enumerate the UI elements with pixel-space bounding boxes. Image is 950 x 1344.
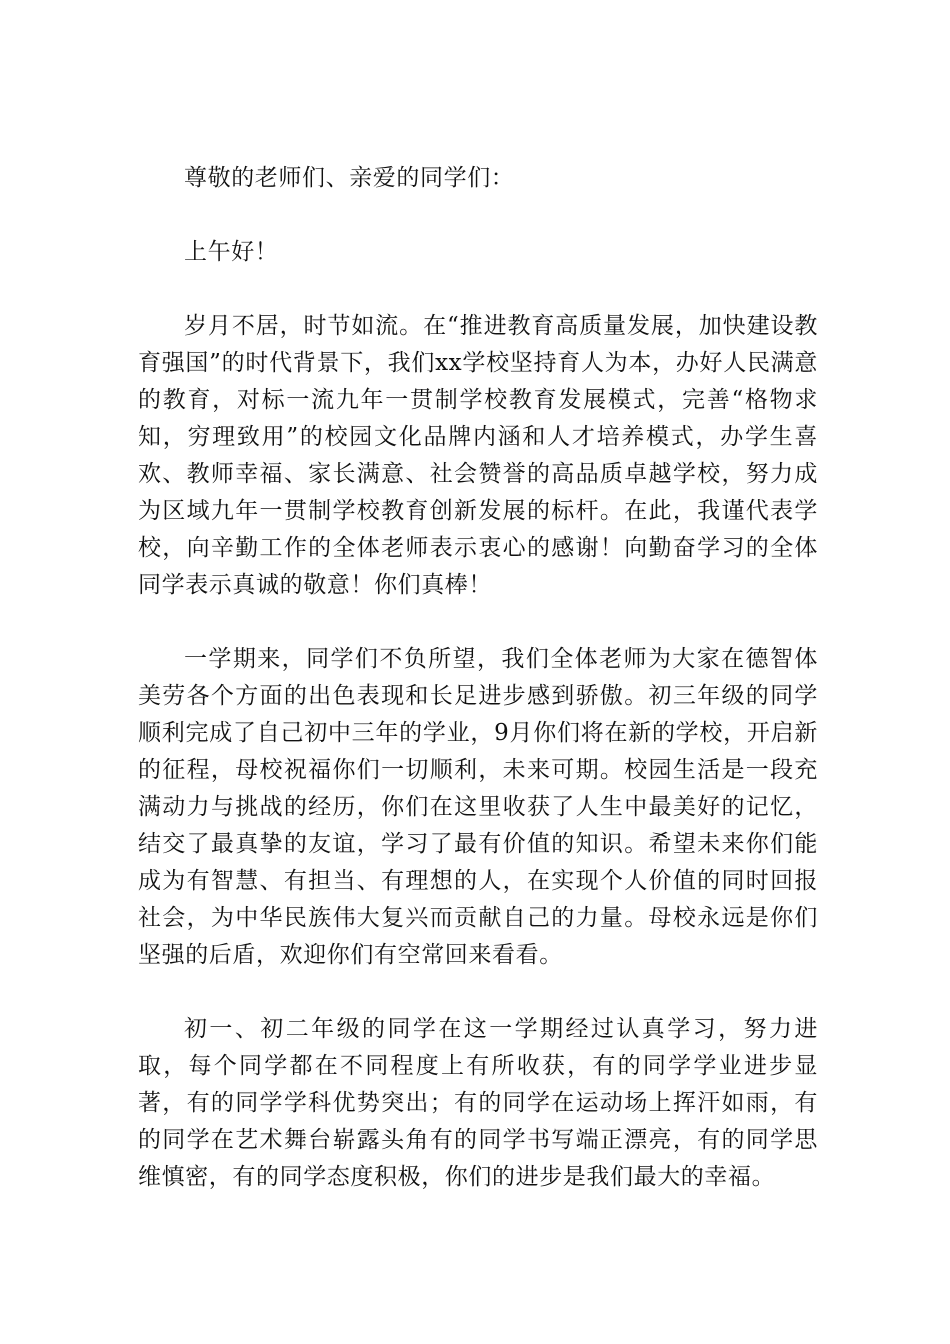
paragraph-intro: 岁月不居，时节如流。在“推进教育高质量发展，加快建设教育强国”的时代背景下，我们xx学校坚持育人为本，办好人民满意的教育，对标一流九年一贯制学校教育发展模式，完善“格物求知，穷理致用”的校园文化品牌内涵和人才培养模式，办学生喜欢、教师幸福、家长满意、社会赞誉的高品质卓越学校，努力成为区域九年一贯制学校教育创新发展的标杆。在此，我谨代表学校，向辛勤工作的全体老师表示衷心的感谢！向勤奋学习的全体同学表示真诚的敬意！你们真棒！ xyxy=(138,313,818,598)
salutation-line: 上午好！ xyxy=(184,239,279,265)
speech-body xyxy=(138,160,818,1233)
paragraph-graduates: 一学期来，同学们不负所望，我们全体老师为大家在德智体美劳各个方面的出色表现和长足进步感到骄傲。初三年级的同学顺利完成了自己初中三年的学业，9月你们将在新的学校，开启新的征程，母校祝福你们一切顺利，未来可期。校园生活是一段充满动力与挑战的经历，你们在这里收获了人生中最美好的记忆，结交了最真挚的友谊，学习了最有价值的知识。希望未来你们能成为有智慧、有担当、有理想的人，在实现个人价值的同时回报社会，为中华民族伟大复兴而贡献自己的力量。母校永远是你们坚强的后盾，欢迎你们有空常回来看看。 xyxy=(138,646,818,968)
paragraph-junior-grades: 初一、初二年级的同学在这一学期经过认真学习，努力进取，每个同学都在不同程度上有所收获，有的同学学业进步显著，有的同学学科优势突出；有的同学在运动场上挥汗如雨，有的同学在艺术舞台崭露头角有的同学书写端正漂亮，有的同学思维慎密，有的同学态度积极，你们的进步是我们最大的幸福。 xyxy=(138,1016,818,1190)
greeting-line: 尊敬的老师们、亲爱的同学们： xyxy=(184,165,515,191)
